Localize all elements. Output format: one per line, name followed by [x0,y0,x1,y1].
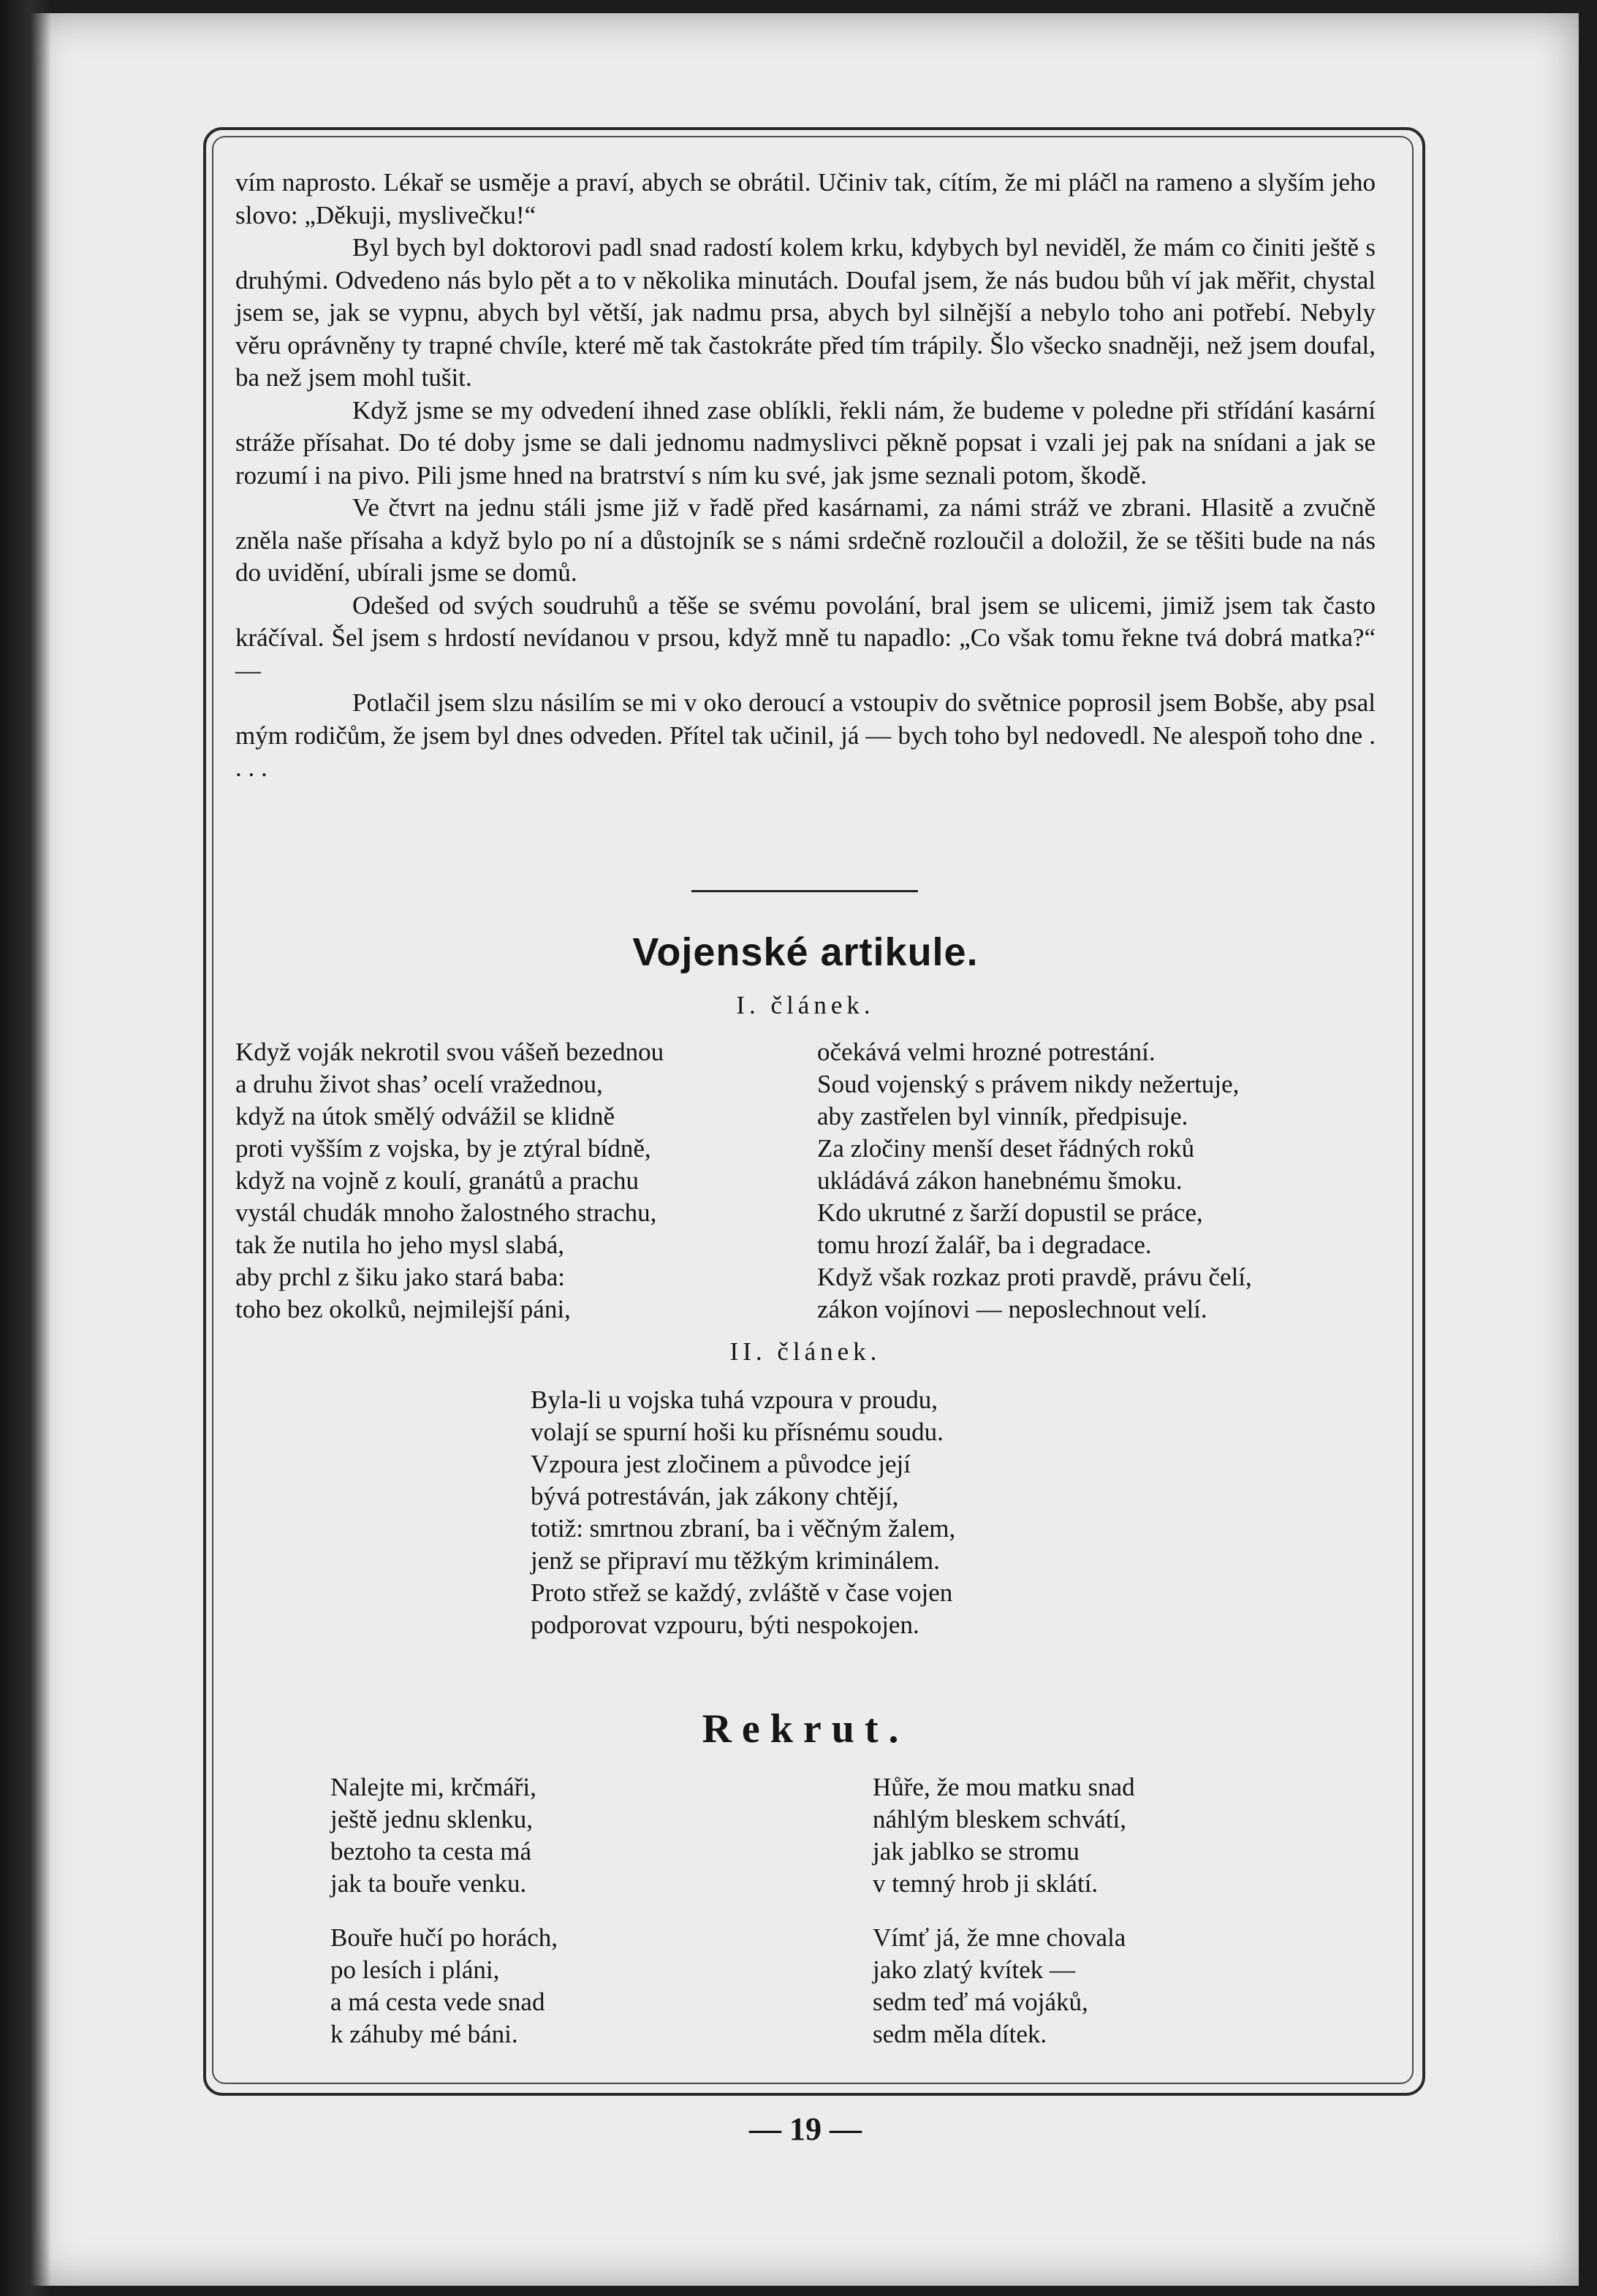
poem-right-column [873,1771,1135,2050]
verse-line: náhlým bleskem schvátí, [873,1805,1127,1833]
verse-line: jak jablko se stromu [873,1837,1080,1866]
verse-line: jako zlatý kvítek — [873,1955,1076,1984]
article-1-left-column [235,1036,664,1326]
verse-line: jak ta bouře venku. [330,1869,527,1898]
article-1-heading: I. článek. [736,991,875,1019]
verse-line: Hůře, že mou matku snad [873,1773,1135,1801]
verse-line: Když voják nekrotil svou vášeň bezednou [235,1038,664,1066]
verse-line: k záhuby mé báni. [330,2020,518,2048]
verse-line: a druhu život shas’ ocelí vražednou, [235,1070,603,1098]
verse-line: a má cesta vede snad [330,1988,545,2016]
verse-line: bývá potrestáván, jak zákony chtějí, [531,1482,899,1510]
article-2-verse [531,1384,955,1641]
article-2-heading: II. článek. [729,1337,881,1366]
verse-line: ukládává zákon hanebnému šmoku. [817,1166,1183,1195]
verse-line: Vímť já, že mne chovala [873,1923,1126,1952]
verse-line: jenž se připraví mu těžkým kriminálem. [531,1546,940,1575]
paragraph: Byl bych byl doktorovi padl snad radostí kolem krku, kdybych byl neviděl, že mám co činiti ještě s druhými. Odvedeno nás bylo pět a to v několika minutách. Doufal jsem, že nás budou bůh ví jak měřit, chystal jsem se, jak se vypnu, abych byl větší, jak nadmu prsa, abych byl silnější a nebylo toho ani potřebí. Nebyly věru oprávněny ty trapné chvíle, které mě tak častokráte před tím trápily. Šlo všecko snadněji, než jsem doufal, ba než jsem mohl tušit. [235,233,1376,392]
verse-line: beztoho ta cesta má [330,1837,532,1866]
verse-line: volají se spurní hoši ku přísnému soudu. [531,1418,944,1446]
verse-line: toho bez okolků, nejmilejší páni, [235,1295,571,1323]
verse-line: Nalejte mi, krčmáři, [330,1773,536,1801]
stanza [873,1922,1135,2050]
verse-line: proti vyšším z vojska, by je ztýral bídně, [235,1134,651,1163]
stanza [330,1922,558,2050]
verse-line: aby prchl z šiku jako stará baba: [235,1263,565,1291]
verse-line: když na útok smělý odvážil se klidně [235,1102,615,1130]
verse-line: tomu hrozí žalář, ba i degradace. [817,1231,1152,1259]
verse-line: podporovat vzpouru, býti nespokojen. [531,1611,919,1639]
verse-line: Bouře hučí po horách, [330,1923,558,1952]
section-title-recruit: Rekrut. [702,1706,909,1752]
story-text [235,167,1376,785]
stanza [330,1771,558,1900]
paragraph: Když jsme se my odvedení ihned zase oblíkli, řekli nám, že budeme v poledne při střídání kasární stráže přísahat. Do té doby jsme se dali jednomu nadmyslivci pěkně popsat i vzali jej pak na snídani a jak se rozumí i na pivo. Pili jsme hned na bratrství s ním ku své, jak jsme seznali potom, škodě. [235,395,1376,490]
paragraph: Potlačil jsem slzu násilím se mi v oko deroucí a vstoupiv do světnice poprosil jsem Bobše, aby psal mým rodičům, že jsem byl dnes odveden. Přítel tak učinil, já — bych toho byl nedovedl. Ne alespoň toho dne . . . . [235,688,1376,782]
verse-line: v temný hrob ji sklátí. [873,1869,1099,1898]
verse-line: aby zastřelen byl vinník, předpisuje. [817,1102,1188,1130]
verse-line: po lesích i pláni, [330,1955,500,1984]
verse-line: Za zločiny menší deset řádných roků [817,1134,1195,1163]
verse-line: zákon vojínovi — neposlechnout velí. [817,1295,1207,1323]
verse-line: Vzpoura jest zločinem a původce její [531,1450,911,1478]
page-number: — 19 — [749,2111,862,2147]
verse-line: ještě jednu sklenku, [330,1805,534,1833]
verse-line: tak že nutila ho jeho mysl slabá, [235,1231,565,1259]
paragraph: Odešed od svých soudruhů a těše se svému povolání, bral jsem se ulicemi, jimiž jsem tak často kráčíval. Šel jsem s hrdostí nevídanou v prsou, když mně tu napadlo: „Co však tomu řekne tvá dobrá matka?“ — [235,590,1376,685]
section-divider [691,890,918,892]
verse-line: Soud vojenský s právem nikdy nežertuje, [817,1070,1240,1098]
stanza [873,1771,1135,1900]
verse-line: vystál chudák mnoho žalostného strachu, [235,1198,657,1227]
verse-line: očekává velmi hrozné potrestání. [817,1038,1156,1066]
verse-line: Byla-li u vojska tuhá vzpoura v proudu, [531,1385,938,1414]
verse-line: Proto střež se každý, zvláště v čase vojen [531,1578,953,1607]
verse-line: když na vojně z koulí, granátů a prachu [235,1166,640,1195]
verse-line: sedm teď má vojáků, [873,1988,1088,2016]
paragraph: vím naprosto. Lékař se usměje a praví, abych se obrátil. Učiniv tak, cítím, že mi pláčl na rameno a slyším jeho slovo: „Děkuji, myslivečku!“ [235,168,1376,229]
verse-line: Kdo ukrutné z šarží dopustil se práce, [817,1198,1203,1227]
verse-line: sedm měla dítek. [873,2020,1047,2048]
book-spine-edge [0,0,51,2296]
paragraph: Ve čtvrt na jednu stáli jsme již v řadě před kasárnami, za námi stráž ve zbrani. Hlasitě a zvučně zněla naše přísaha a když bylo po ní a důstojník se s námi srdečně rozloučil a doložil, že se těšiti bude na nás do uvidění, ubírali jsme se domů. [235,493,1376,587]
verse-line: totiž: smrtnou zbraní, ba i věčným žalem, [531,1514,956,1543]
verse-line: Když však rozkaz proti pravdě, právu čelí, [817,1263,1252,1291]
article-1-right-column [817,1036,1252,1326]
poem-left-column [330,1771,558,2050]
section-title-articles: Vojenské artikule. [632,930,979,974]
